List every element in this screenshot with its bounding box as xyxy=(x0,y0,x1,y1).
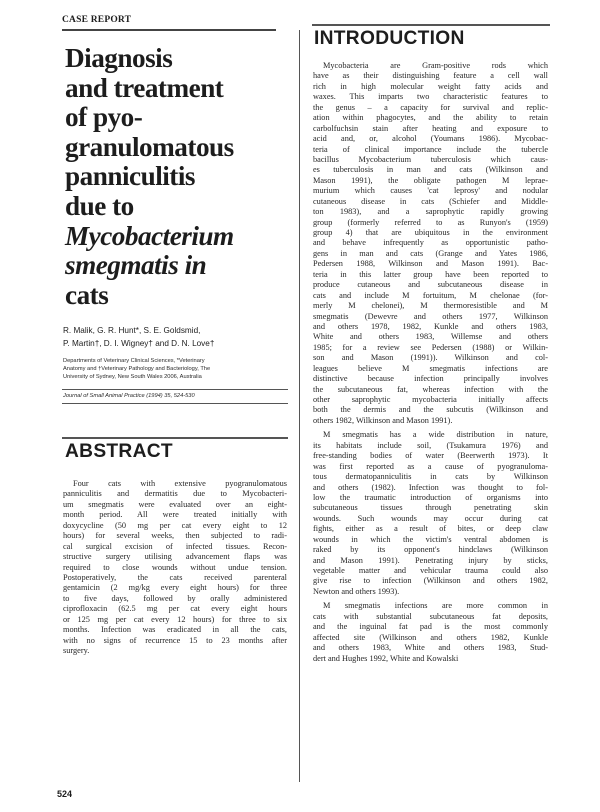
header-rule xyxy=(62,29,276,31)
abstract-text xyxy=(63,479,287,656)
text-line: rich in high molecular weight fatty acids and xyxy=(313,81,548,91)
text-line: White and others 1983, Willemse and others xyxy=(313,332,548,342)
text-line: have as their distinguishing feature a cell wall xyxy=(313,71,548,81)
text-line: ation within phagocytes, and the ability to retain xyxy=(313,113,548,123)
title-line: of pyo- xyxy=(65,102,143,133)
text-line: produce cutaneous and subcutaneous disease in xyxy=(313,280,548,290)
text-line: murium which causes 'cat leprosy' and nodular xyxy=(313,186,548,196)
abstract-heading: ABSTRACT xyxy=(65,441,173,462)
text-line: Mycobacteria are Gram-positive rods which xyxy=(323,61,548,70)
abstract-rule xyxy=(62,437,288,439)
title-line: smegmatis in xyxy=(65,250,207,281)
title-line: Diagnosis xyxy=(65,43,173,73)
text-line: and others (1982). Infection was thought to fol- xyxy=(313,482,548,492)
text-line: M smegmatis has a wide distribution in nature, xyxy=(323,430,548,440)
text-line: with no signs of recurrence 15 to 23 months after xyxy=(63,635,287,645)
text-line: and behave infrequently as opportunistic patho- xyxy=(313,238,548,248)
column-divider xyxy=(299,30,300,782)
text-line: cutaneous disease in cats (Schiefer and Middle- xyxy=(313,196,548,206)
text-line: teria in this latter group have been reported to xyxy=(313,269,548,279)
text-line: free-standing bodies of water (Beerwerth 1973). It xyxy=(313,451,548,461)
text-line: dert and Hughes 1992, White and Kowalski xyxy=(313,653,459,663)
text-line: M smegmatis infections are more common in xyxy=(323,601,548,611)
text-line: and Mason 1991). Penetrating injury by sticks, xyxy=(313,555,548,565)
text-line: wounds in which the victim's ventral abdomen is xyxy=(313,534,548,544)
author-line: P. Martin†, D. I. Wigney† and D. N. Love† xyxy=(63,339,215,348)
text-line: group 4) that are ubiquitous in the environment xyxy=(313,228,548,237)
text-line: was first reported as a cause of pyogranuloma- xyxy=(313,461,548,471)
title-line: cats xyxy=(65,279,109,310)
text-line: tous dermatopanniculitis in cats by Wilkinson xyxy=(313,472,548,482)
affiliation-line: Departments of Veterinary Clinical Sciences, *Veterinary xyxy=(63,358,205,364)
text-line: panniculitis and dermatitis due to Mycobacteri- xyxy=(63,489,287,499)
text-line: doxycycline (50 mg per cat every eight to 12 xyxy=(63,520,287,530)
text-line: low the traumatic introduction of organisms into xyxy=(313,492,548,502)
text-line: surgery. xyxy=(63,646,90,655)
text-line: Postoperatively, the cats received parenteral xyxy=(63,572,287,582)
title-line: and treatment xyxy=(65,72,224,103)
text-line: to five days, followed by orally administered xyxy=(63,593,287,603)
title-line: Mycobacterium xyxy=(65,220,234,251)
text-line: Newton and others 1993). xyxy=(313,586,400,596)
text-line: vegetable matter and vehicular trauma could also xyxy=(313,566,548,575)
journal-citation: Journal of Small Animal Practice (1994) 35, 524-530 xyxy=(63,393,195,399)
text-line: fights, either as a result of bites, or deep claw xyxy=(313,524,548,534)
text-line: others 1982, Wilkinson and Mason 1991). xyxy=(313,415,453,425)
text-line: affected site (Wilkinson and others 1982, Kunkle xyxy=(313,632,548,642)
text-line: ciprofloxacin (62.5 mg per cat every eight hours xyxy=(63,604,287,614)
text-line: carbolfuchsin stain after heating and exposure to xyxy=(313,123,548,133)
title-line: due to xyxy=(65,190,134,221)
text-line: its habitats include soil, (Tsukamura 1976) and xyxy=(313,440,548,450)
title-line: granulomatous xyxy=(65,131,234,162)
text-line: required to close wounds without undue tension. xyxy=(63,562,287,572)
text-line: other saprophytic mycobacteria initially affects xyxy=(313,395,548,404)
text-line: Pedersen 1988, Wilkinson and Mason 1991). Bac- xyxy=(313,259,548,269)
text-line: the genus – a capacity for survival and replic- xyxy=(313,102,548,112)
text-line: month period. All were treated initially with xyxy=(63,510,287,520)
affiliation-line: University of Sydney, New South Wales 2006, Australia xyxy=(63,374,202,380)
text-line: and others 1983, White and others 1983, Stud- xyxy=(313,643,548,653)
introduction-heading: INTRODUCTION xyxy=(314,28,465,49)
text-line: hours) for several weeks, then subjected to radi- xyxy=(63,531,287,541)
text-line: merly M chelonei), M thermoresistible and M xyxy=(313,301,548,311)
text-line: waxes. This imparts two characteristic features to xyxy=(313,92,548,102)
text-line: smegmatis (Dewevre and others 1977, Wilkinson xyxy=(313,311,548,321)
text-line: and the inguinal fat pad is the most commonly xyxy=(313,622,548,632)
text-line: acid and, or, alcohol (Youmans 1986). Mycobac- xyxy=(313,134,548,144)
text-line: ton 1983), and a saprophytic rapidly growing xyxy=(313,207,548,217)
text-line: 1985; for a review see Pedersen (1988) or Wilkin- xyxy=(313,342,548,352)
title-line: panniculitis xyxy=(65,161,195,192)
text-line: and others 1978, 1982, Kunkle and others 1983, xyxy=(313,321,548,331)
text-line: subcutaneous tissues through penetrating skin xyxy=(313,503,548,513)
article-title xyxy=(65,44,289,310)
text-line: um smegmatis were evaluated over an eight- xyxy=(63,499,287,509)
intro-rule xyxy=(312,24,550,26)
page-number: 524 xyxy=(57,789,73,799)
text-line: structive surgery utilising advancement flaps was xyxy=(63,552,287,562)
text-line: Four cats with extensive pyogranulomatous xyxy=(73,479,287,488)
text-line: distinctive because infection principally involves xyxy=(313,374,548,384)
text-line: gens in man and cats (Grange and Yates 1986, xyxy=(313,248,548,258)
text-line: wounds. Such wounds may occur during cat xyxy=(313,513,548,523)
text-line: teria of clinical importance include the tubercle xyxy=(313,144,548,154)
affiliation-line: Anatomy and †Veterinary Pathology and Bacteriology, The xyxy=(63,366,211,372)
text-line: es tuberculosis in man and cats (Wilkinson and xyxy=(313,165,548,175)
text-line: the subcutaneous fat, whereas infection with the xyxy=(313,384,548,394)
text-line: leagues believe M smegmatis infections are xyxy=(313,363,548,373)
journal-rule-top xyxy=(62,389,288,390)
text-line: cats with substantial subcutaneous fat deposits, xyxy=(313,611,548,621)
text-line: group (formerly referred to as Runyon's (1959) xyxy=(313,217,548,227)
text-line: gentamicin (2 mg/kg every eight hours) for three xyxy=(63,583,287,593)
text-line: give rise to infection (Wilkinson and others 1982, xyxy=(313,576,548,586)
text-line: both the dermis and the subcutis (Wilkinson and xyxy=(313,405,548,415)
text-line: or 125 mg per cat every 12 hours) for three to six xyxy=(63,614,287,624)
article-type-label: CASE REPORT xyxy=(62,15,132,25)
text-line: son and Mason (1991)). Wilkinson and col- xyxy=(313,353,548,363)
text-line: cats and include M fortuitum, M chelonae (for- xyxy=(313,290,548,300)
introduction-text xyxy=(313,61,548,664)
author-line: R. Malik, G. R. Hunt*, S. E. Goldsmid, xyxy=(63,326,201,335)
affiliation xyxy=(63,357,288,381)
text-line: Mason 1991), the obligate pathogen M lepraе- xyxy=(313,175,548,185)
author-list xyxy=(63,324,288,350)
journal-rule-bottom xyxy=(62,403,288,404)
text-line: bacillus Mycobacterium tuberculosis which caus- xyxy=(313,154,548,164)
text-line: raked by its opponent's hindclaws (Wilkinson xyxy=(313,545,548,555)
text-line: cal surgical excision of infected tissues. Recon- xyxy=(63,541,287,551)
text-line: months. Infection was eradicated in all the cats, xyxy=(63,625,287,635)
